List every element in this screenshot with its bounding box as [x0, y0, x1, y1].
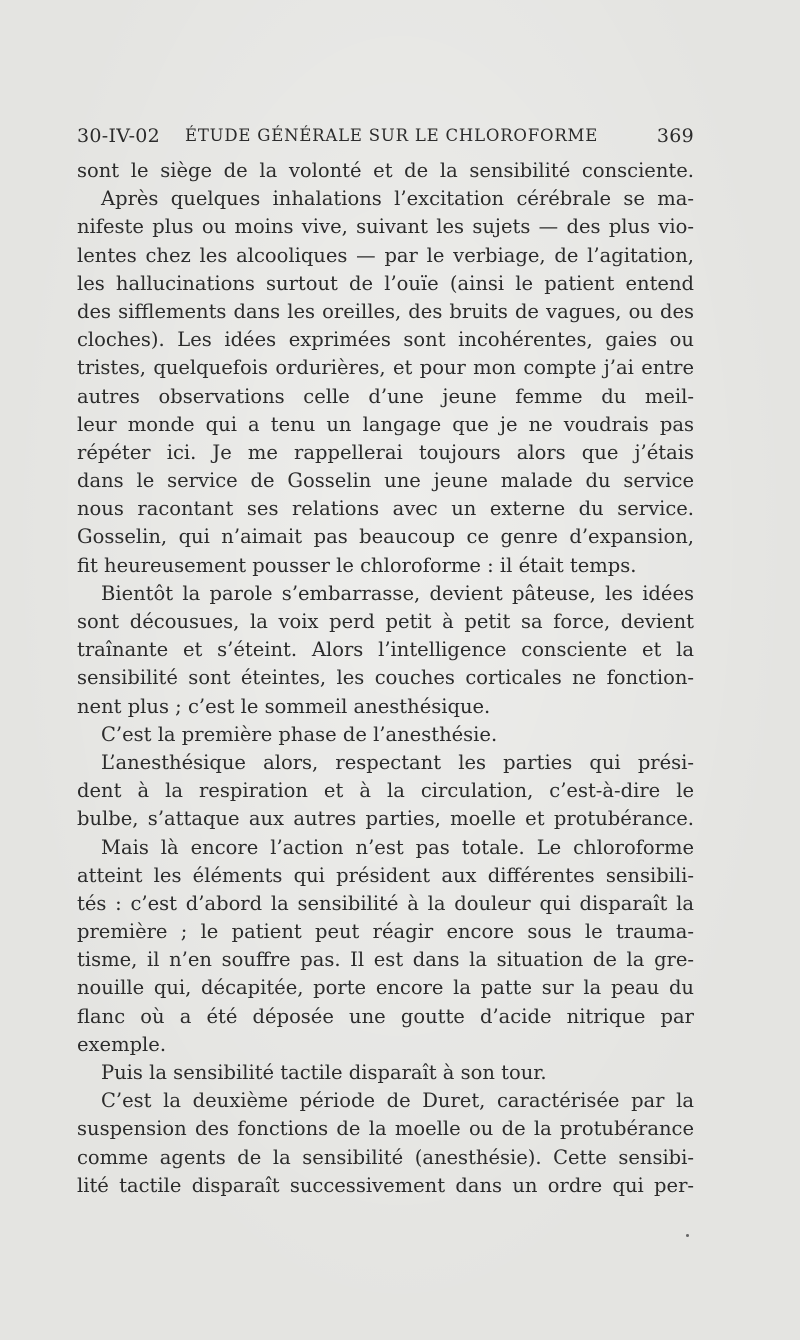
text-line: comme agents de la sensibilité (anesthésie). Cette sensibi-: [77, 1145, 694, 1169]
text-line: leur monde qui a tenu un langage que je ne voudrais pas: [77, 412, 694, 436]
text-line: dent à la respiration et à la circulation, c’est-à-dire le: [77, 779, 694, 803]
text-line: nent plus ; c’est le sommeil anesthésique.: [77, 694, 491, 718]
text-line: première ; le patient peut réagir encore sous le trauma-: [77, 920, 694, 944]
text-line: sont décousues, la voix perd petit à petit sa force, devient: [77, 610, 694, 633]
text-line: Bientôt la parole s’embarrasse, devient pâteuse, les idées: [101, 581, 694, 605]
text-line: lité tactile disparaît successivement dans un ordre qui per-: [77, 1173, 694, 1197]
ink-speck: [686, 1234, 689, 1237]
text-line: C’est la première phase de l’anesthésie.: [101, 722, 498, 746]
text-line: sont le siège de la volonté et de la sensibilité consciente.: [77, 159, 694, 182]
text-line: flanc où a été déposée une goutte d’acide nitrique par: [77, 1004, 694, 1028]
text-line: tés : c’est d’abord la sensibilité à la douleur qui disparaît la: [77, 891, 694, 915]
text-line: nifeste plus ou moins vive, suivant les sujets — des plus vio-: [77, 215, 694, 239]
header-date: 30-IV-02: [77, 125, 161, 147]
text-line: les hallucinations surtout de l’ouïe (ainsi le patient entend: [77, 271, 694, 295]
page-number: 369: [656, 125, 694, 147]
text-line: tisme, il n’en souffre pas. Il est dans la situation de la gre-: [77, 948, 694, 972]
text-line: lentes chez les alcooliques — par le verbiage, de l’agitation,: [77, 243, 694, 267]
text-line: tristes, quelquefois ordurières, et pour mon compte j’ai entre: [77, 356, 694, 380]
text-line: Après quelques inhalations l’excitation cérébrale se ma-: [101, 187, 694, 211]
text-line: dans le service de Gosselin une jeune malade du service: [77, 469, 694, 493]
text-line: traînante et s’éteint. Alors l’intelligence consciente et la: [77, 638, 694, 662]
running-header: [77, 122, 694, 150]
text-line: nouille qui, décapitée, porte encore la patte sur la peau du: [77, 976, 694, 1000]
text-line: atteint les éléments qui président aux différentes sensibili-: [77, 863, 694, 887]
text-line: cloches). Les idées exprimées sont incohérentes, gaies ou: [77, 328, 694, 352]
text-line: L’anesthésique alors, respectant les parties qui prési-: [101, 750, 694, 774]
text-line: nous racontant ses relations avec un externe du service.: [77, 497, 694, 521]
text-line: exemple.: [77, 1032, 167, 1056]
text-line: Puis la sensibilité tactile disparaît à son tour.: [101, 1061, 547, 1084]
text-line: répéter ici. Je me rappellerai toujours alors que j’étais: [77, 440, 694, 464]
text-line: autres observations celle d’une jeune femme du meil-: [77, 384, 694, 408]
text-line: suspension des fonctions de la moelle ou de la protubérance: [77, 1117, 694, 1141]
body-text: [77, 157, 694, 1200]
text-line: Gosselin, qui n’aimait pas beaucoup ce genre d’expansion,: [77, 525, 694, 549]
text-line: bulbe, s’attaque aux autres parties, moelle et protubérance.: [77, 807, 694, 831]
text-line: sensibilité sont éteintes, les couches corticales ne fonction-: [77, 666, 694, 690]
text-line: C’est la deuxième période de Duret, caractérisée par la: [101, 1089, 694, 1113]
text-line: des sifflements dans les oreilles, des bruits de vagues, ou des: [77, 299, 694, 323]
text-line: Mais là encore l’action n’est pas totale. Le chloroforme: [101, 835, 694, 859]
header-title: ÉTUDE GÉNÉRALE SUR LE CHLOROFORME: [185, 126, 599, 145]
text-line: fit heureusement pousser le chloroforme : il était temps.: [77, 553, 637, 577]
